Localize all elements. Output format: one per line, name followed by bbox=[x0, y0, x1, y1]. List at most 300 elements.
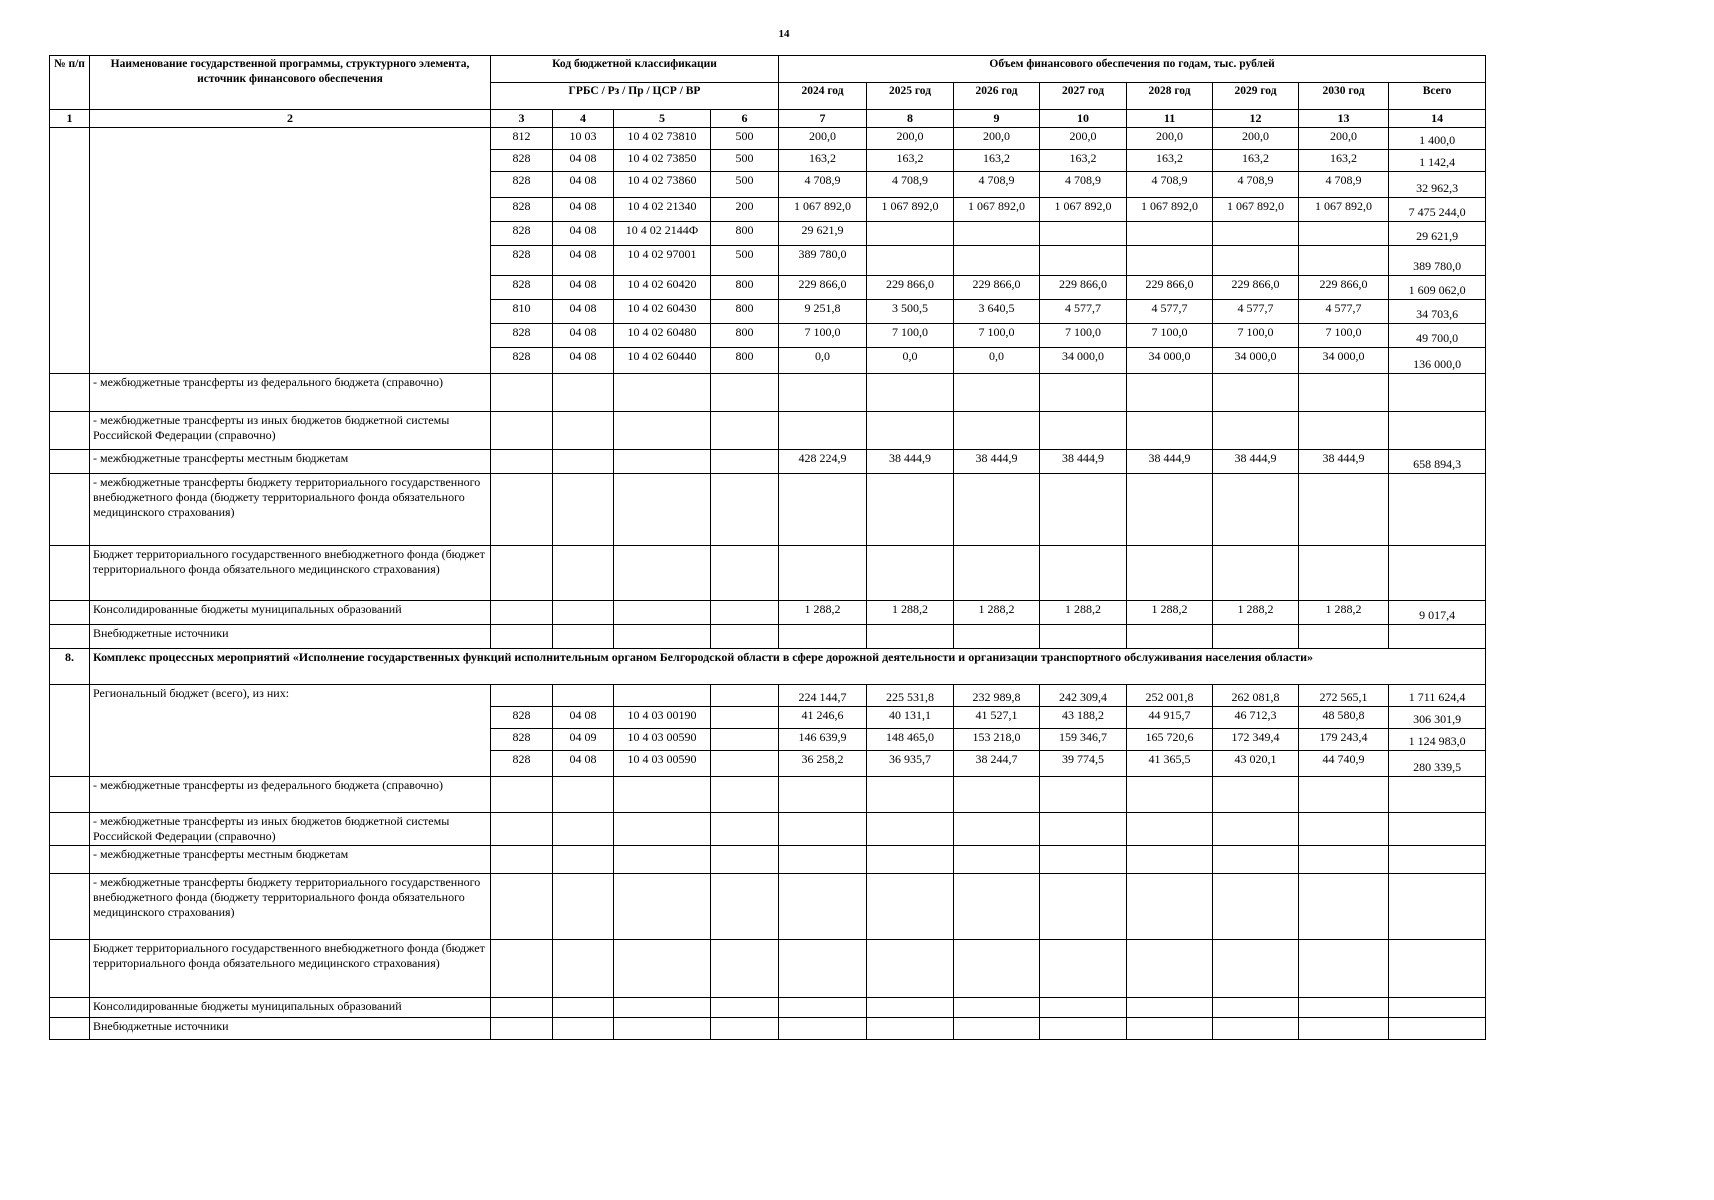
row-number bbox=[50, 846, 90, 874]
total-value bbox=[1389, 846, 1486, 874]
total-value bbox=[1389, 625, 1486, 649]
regional-budget-label: Региональный бюджет (всего), из них: bbox=[90, 685, 491, 777]
year-value: 163,2 bbox=[1299, 150, 1389, 172]
row-number bbox=[50, 412, 90, 450]
column-number: 9 bbox=[954, 110, 1040, 128]
year-value: 7 100,0 bbox=[1040, 324, 1127, 348]
table-row bbox=[50, 998, 1486, 1018]
year-value bbox=[1213, 813, 1299, 846]
year-value: 200,0 bbox=[1299, 128, 1389, 150]
rzpr-code: 04 08 bbox=[553, 324, 614, 348]
total-value: 9 017,4 bbox=[1389, 601, 1486, 625]
year-value: 38 444,9 bbox=[867, 450, 954, 474]
csr-code: 10 4 02 60430 bbox=[614, 300, 711, 324]
row-number bbox=[50, 601, 90, 625]
code-cell bbox=[614, 625, 711, 649]
year-value: 163,2 bbox=[1213, 150, 1299, 172]
year-value: 4 708,9 bbox=[1299, 172, 1389, 198]
year-value bbox=[1299, 412, 1389, 450]
table-row bbox=[50, 685, 1486, 707]
year-value: 389 780,0 bbox=[779, 246, 867, 276]
year-value: 29 621,9 bbox=[779, 222, 867, 246]
year-value bbox=[1299, 474, 1389, 546]
year-value: 34 000,0 bbox=[1040, 348, 1127, 374]
year-value bbox=[1299, 998, 1389, 1018]
code-cell bbox=[614, 450, 711, 474]
code-cell bbox=[553, 1018, 614, 1040]
code-cell bbox=[553, 846, 614, 874]
year-value: 163,2 bbox=[954, 150, 1040, 172]
row-label: Консолидированные бюджеты муниципальных образований bbox=[90, 601, 491, 625]
code-cell bbox=[711, 874, 779, 940]
row-name bbox=[90, 128, 491, 374]
year-value bbox=[867, 846, 954, 874]
column-number: 7 bbox=[779, 110, 867, 128]
section-title: Комплекс процессных мероприятий «Исполнение государственных функций исполнительным органом Белгородской области в сфере дорожной деятельности и организации транспортного обслуживания населения области» bbox=[90, 649, 1486, 685]
total-value: 1 142,4 bbox=[1389, 150, 1486, 172]
table-row bbox=[50, 546, 1486, 601]
year-value: 4 577,7 bbox=[1299, 300, 1389, 324]
year-value bbox=[1040, 474, 1127, 546]
year-value: 7 100,0 bbox=[867, 324, 954, 348]
rzpr-code: 04 08 bbox=[553, 198, 614, 222]
year-value: 1 288,2 bbox=[1127, 601, 1213, 625]
total-value: 389 780,0 bbox=[1389, 246, 1486, 276]
year-value: 163,2 bbox=[1127, 150, 1213, 172]
csr-code: 10 4 02 60440 bbox=[614, 348, 711, 374]
year-value: 36 258,2 bbox=[779, 751, 867, 777]
code-cell bbox=[711, 1018, 779, 1040]
year-value bbox=[779, 1018, 867, 1040]
year-value bbox=[1127, 474, 1213, 546]
year-value: 1 067 892,0 bbox=[1040, 198, 1127, 222]
year-value bbox=[1040, 846, 1127, 874]
code-cell bbox=[614, 813, 711, 846]
year-value bbox=[1213, 940, 1299, 998]
year-value: 4 577,7 bbox=[1127, 300, 1213, 324]
year-value: 1 067 892,0 bbox=[1213, 198, 1299, 222]
year-value: 38 444,9 bbox=[1299, 450, 1389, 474]
table-row bbox=[50, 813, 1486, 846]
row-label: Внебюджетные источники bbox=[90, 625, 491, 649]
code-cell bbox=[491, 1018, 553, 1040]
year-value: 242 309,4 bbox=[1040, 685, 1127, 707]
code-cell bbox=[614, 998, 711, 1018]
code-cell bbox=[711, 940, 779, 998]
code-cell bbox=[553, 777, 614, 813]
year-value: 7 100,0 bbox=[1299, 324, 1389, 348]
year-value: 229 866,0 bbox=[867, 276, 954, 300]
vr-code: 500 bbox=[711, 172, 779, 198]
column-number: 3 bbox=[491, 110, 553, 128]
year-value bbox=[1040, 777, 1127, 813]
csr-code: 10 4 02 73860 bbox=[614, 172, 711, 198]
year-value: 224 144,7 bbox=[779, 685, 867, 707]
year-value: 229 866,0 bbox=[1040, 276, 1127, 300]
year-value bbox=[779, 846, 867, 874]
row-number bbox=[50, 777, 90, 813]
grbs-code: 828 bbox=[491, 751, 553, 777]
row-number bbox=[50, 474, 90, 546]
code-cell bbox=[491, 412, 553, 450]
header-row-1 bbox=[50, 56, 1486, 83]
year-value bbox=[1213, 846, 1299, 874]
year-value bbox=[1299, 940, 1389, 998]
year-value bbox=[867, 222, 954, 246]
year-value: 38 444,9 bbox=[1127, 450, 1213, 474]
code-cell bbox=[491, 813, 553, 846]
vr-code bbox=[711, 707, 779, 729]
rzpr-code: 04 09 bbox=[553, 729, 614, 751]
code-cell bbox=[491, 625, 553, 649]
code-cell bbox=[553, 546, 614, 601]
section-number: 8. bbox=[50, 649, 90, 685]
row-number bbox=[50, 625, 90, 649]
csr-code: 10 4 02 21340 bbox=[614, 198, 711, 222]
total-value: 29 621,9 bbox=[1389, 222, 1486, 246]
vr-code: 200 bbox=[711, 198, 779, 222]
year-value: 0,0 bbox=[954, 348, 1040, 374]
year-value bbox=[1213, 546, 1299, 601]
year-value: 148 465,0 bbox=[867, 729, 954, 751]
year-value: 200,0 bbox=[779, 128, 867, 150]
row-number bbox=[50, 374, 90, 412]
year-value bbox=[954, 474, 1040, 546]
year-value: 44 740,9 bbox=[1299, 751, 1389, 777]
csr-code: 10 4 03 00590 bbox=[614, 729, 711, 751]
row-label: Бюджет территориального государственного внебюджетного фонда (бюджет территориального фонда обязательного медицинского страхования) bbox=[90, 940, 491, 998]
rzpr-code: 04 08 bbox=[553, 751, 614, 777]
row-number bbox=[50, 874, 90, 940]
year-value bbox=[1127, 625, 1213, 649]
table-row bbox=[50, 846, 1486, 874]
year-value bbox=[1127, 846, 1213, 874]
table-row bbox=[50, 601, 1486, 625]
year-value: 7 100,0 bbox=[1213, 324, 1299, 348]
year-value: 172 349,4 bbox=[1213, 729, 1299, 751]
year-value: 200,0 bbox=[1040, 128, 1127, 150]
row-number bbox=[50, 546, 90, 601]
code-cell bbox=[711, 546, 779, 601]
code-cell bbox=[711, 625, 779, 649]
year-value: 0,0 bbox=[867, 348, 954, 374]
row-number bbox=[50, 998, 90, 1018]
year-value: 41 527,1 bbox=[954, 707, 1040, 729]
code-cell bbox=[553, 625, 614, 649]
rzpr-code: 04 08 bbox=[553, 707, 614, 729]
year-value bbox=[779, 874, 867, 940]
grbs-code: 828 bbox=[491, 198, 553, 222]
year-value bbox=[867, 546, 954, 601]
year-value: 163,2 bbox=[867, 150, 954, 172]
year-value: 146 639,9 bbox=[779, 729, 867, 751]
year-value: 229 866,0 bbox=[1299, 276, 1389, 300]
year-value: 1 288,2 bbox=[1213, 601, 1299, 625]
year-value: 229 866,0 bbox=[1127, 276, 1213, 300]
total-value: 1 124 983,0 bbox=[1389, 729, 1486, 751]
total-value bbox=[1389, 474, 1486, 546]
year-value bbox=[1040, 874, 1127, 940]
total-value bbox=[1389, 374, 1486, 412]
year-value bbox=[954, 940, 1040, 998]
year-value bbox=[954, 222, 1040, 246]
header-code-group: Код бюджетной классификации bbox=[491, 56, 779, 83]
total-value: 7 475 244,0 bbox=[1389, 198, 1486, 222]
year-value: 1 067 892,0 bbox=[1299, 198, 1389, 222]
year-value: 7 100,0 bbox=[779, 324, 867, 348]
year-value bbox=[954, 374, 1040, 412]
grbs-code: 812 bbox=[491, 128, 553, 150]
header-total: Всего bbox=[1389, 83, 1486, 110]
year-value: 179 243,4 bbox=[1299, 729, 1389, 751]
year-value bbox=[1299, 546, 1389, 601]
year-value: 262 081,8 bbox=[1213, 685, 1299, 707]
column-number: 4 bbox=[553, 110, 614, 128]
year-value bbox=[1213, 1018, 1299, 1040]
code-cell bbox=[491, 685, 553, 707]
year-value bbox=[1299, 874, 1389, 940]
year-value bbox=[867, 412, 954, 450]
year-value bbox=[1127, 777, 1213, 813]
code-cell bbox=[614, 846, 711, 874]
year-value bbox=[1127, 1018, 1213, 1040]
rzpr-code: 04 08 bbox=[553, 222, 614, 246]
year-value: 44 915,7 bbox=[1127, 707, 1213, 729]
column-number: 12 bbox=[1213, 110, 1299, 128]
year-value: 200,0 bbox=[1213, 128, 1299, 150]
total-value bbox=[1389, 1018, 1486, 1040]
csr-code: 10 4 02 60480 bbox=[614, 324, 711, 348]
grbs-code: 828 bbox=[491, 324, 553, 348]
table-row bbox=[50, 450, 1486, 474]
row-label: Внебюджетные источники bbox=[90, 1018, 491, 1040]
header-year: 2028 год bbox=[1127, 83, 1213, 110]
year-value bbox=[1213, 874, 1299, 940]
rzpr-code: 04 08 bbox=[553, 348, 614, 374]
funding-table bbox=[49, 55, 1486, 1040]
year-value: 34 000,0 bbox=[1213, 348, 1299, 374]
code-cell bbox=[491, 450, 553, 474]
year-value bbox=[1299, 374, 1389, 412]
year-value: 428 224,9 bbox=[779, 450, 867, 474]
year-value: 38 444,9 bbox=[1213, 450, 1299, 474]
code-cell bbox=[553, 940, 614, 998]
table-row bbox=[50, 128, 1486, 150]
total-value bbox=[1389, 998, 1486, 1018]
year-value bbox=[1040, 374, 1127, 412]
year-value bbox=[867, 374, 954, 412]
year-value: 7 100,0 bbox=[1127, 324, 1213, 348]
year-value bbox=[1127, 222, 1213, 246]
total-value: 306 301,9 bbox=[1389, 707, 1486, 729]
grbs-code: 828 bbox=[491, 222, 553, 246]
year-value: 9 251,8 bbox=[779, 300, 867, 324]
year-value: 0,0 bbox=[779, 348, 867, 374]
year-value bbox=[1213, 998, 1299, 1018]
year-value bbox=[1213, 222, 1299, 246]
year-value bbox=[1040, 940, 1127, 998]
header-year: 2027 год bbox=[1040, 83, 1127, 110]
year-value bbox=[1040, 246, 1127, 276]
year-value bbox=[1127, 412, 1213, 450]
year-value: 4 708,9 bbox=[1213, 172, 1299, 198]
table-row bbox=[50, 874, 1486, 940]
header-year: 2029 год bbox=[1213, 83, 1299, 110]
vr-code: 500 bbox=[711, 150, 779, 172]
column-number: 10 bbox=[1040, 110, 1127, 128]
year-value: 43 188,2 bbox=[1040, 707, 1127, 729]
year-value: 232 989,8 bbox=[954, 685, 1040, 707]
section-title-row bbox=[50, 649, 1486, 685]
csr-code: 10 4 02 73850 bbox=[614, 150, 711, 172]
vr-code bbox=[711, 729, 779, 751]
row-number bbox=[50, 450, 90, 474]
year-value bbox=[1127, 998, 1213, 1018]
year-value: 38 244,7 bbox=[954, 751, 1040, 777]
year-value bbox=[779, 474, 867, 546]
vr-code: 800 bbox=[711, 276, 779, 300]
year-value: 4 708,9 bbox=[779, 172, 867, 198]
column-number: 5 bbox=[614, 110, 711, 128]
year-value: 34 000,0 bbox=[1127, 348, 1213, 374]
year-value: 38 444,9 bbox=[954, 450, 1040, 474]
row-number bbox=[50, 128, 90, 374]
year-value: 1 288,2 bbox=[867, 601, 954, 625]
code-cell bbox=[491, 374, 553, 412]
year-value bbox=[867, 874, 954, 940]
year-value bbox=[1213, 246, 1299, 276]
year-value bbox=[779, 940, 867, 998]
year-value bbox=[779, 998, 867, 1018]
year-value: 4 577,7 bbox=[1213, 300, 1299, 324]
code-cell bbox=[491, 998, 553, 1018]
header-col-num: № п/п bbox=[50, 56, 90, 110]
year-value bbox=[1040, 998, 1127, 1018]
year-value bbox=[779, 412, 867, 450]
year-value bbox=[954, 246, 1040, 276]
year-value: 1 288,2 bbox=[779, 601, 867, 625]
year-value bbox=[1040, 1018, 1127, 1040]
table-row bbox=[50, 412, 1486, 450]
csr-code: 10 4 03 00190 bbox=[614, 707, 711, 729]
grbs-code: 828 bbox=[491, 172, 553, 198]
total-value: 1 711 624,4 bbox=[1389, 685, 1486, 707]
csr-code: 10 4 02 97001 bbox=[614, 246, 711, 276]
year-value: 4 577,7 bbox=[1040, 300, 1127, 324]
grbs-code: 828 bbox=[491, 729, 553, 751]
year-value bbox=[1213, 474, 1299, 546]
year-value: 229 866,0 bbox=[1213, 276, 1299, 300]
year-value: 272 565,1 bbox=[1299, 685, 1389, 707]
code-cell bbox=[491, 940, 553, 998]
code-cell bbox=[614, 1018, 711, 1040]
year-value bbox=[954, 412, 1040, 450]
csr-code: 10 4 02 73810 bbox=[614, 128, 711, 150]
year-value: 225 531,8 bbox=[867, 685, 954, 707]
code-cell bbox=[491, 846, 553, 874]
code-cell bbox=[553, 412, 614, 450]
year-value: 1 288,2 bbox=[1040, 601, 1127, 625]
code-cell bbox=[711, 474, 779, 546]
total-value bbox=[1389, 940, 1486, 998]
code-cell bbox=[491, 777, 553, 813]
year-value: 229 866,0 bbox=[779, 276, 867, 300]
rzpr-code: 04 08 bbox=[553, 246, 614, 276]
header-year: 2026 год bbox=[954, 83, 1040, 110]
code-cell bbox=[614, 474, 711, 546]
year-value: 153 218,0 bbox=[954, 729, 1040, 751]
vr-code: 800 bbox=[711, 222, 779, 246]
grbs-code: 810 bbox=[491, 300, 553, 324]
vr-code: 500 bbox=[711, 128, 779, 150]
total-value bbox=[1389, 546, 1486, 601]
year-value: 1 067 892,0 bbox=[867, 198, 954, 222]
total-value: 1 400,0 bbox=[1389, 128, 1486, 150]
vr-code bbox=[711, 751, 779, 777]
header-code-sub: ГРБС / Рз / Пр / ЦСР / ВР bbox=[491, 83, 779, 110]
code-cell bbox=[491, 601, 553, 625]
year-value: 38 444,9 bbox=[1040, 450, 1127, 474]
row-label: Бюджет территориального государственного внебюджетного фонда (бюджет территориального фонда обязательного медицинского страхования) bbox=[90, 546, 491, 601]
code-cell bbox=[614, 940, 711, 998]
year-value: 41 246,6 bbox=[779, 707, 867, 729]
rzpr-code: 04 08 bbox=[553, 300, 614, 324]
year-value: 48 580,8 bbox=[1299, 707, 1389, 729]
row-label: - межбюджетные трансферты из федерального бюджета (справочно) bbox=[90, 777, 491, 813]
column-number: 8 bbox=[867, 110, 954, 128]
year-value bbox=[954, 846, 1040, 874]
year-value: 41 365,5 bbox=[1127, 751, 1213, 777]
code-cell bbox=[711, 813, 779, 846]
year-value bbox=[1127, 813, 1213, 846]
code-cell bbox=[491, 474, 553, 546]
year-value bbox=[1127, 940, 1213, 998]
year-value: 46 712,3 bbox=[1213, 707, 1299, 729]
code-cell bbox=[614, 546, 711, 601]
row-label: - межбюджетные трансферты местным бюджетам bbox=[90, 846, 491, 874]
year-value: 43 020,1 bbox=[1213, 751, 1299, 777]
year-value bbox=[1127, 374, 1213, 412]
row-number bbox=[50, 813, 90, 846]
total-value bbox=[1389, 813, 1486, 846]
year-value bbox=[954, 998, 1040, 1018]
year-value bbox=[1040, 546, 1127, 601]
column-number: 6 bbox=[711, 110, 779, 128]
grbs-code: 828 bbox=[491, 276, 553, 300]
year-value: 36 935,7 bbox=[867, 751, 954, 777]
year-value: 252 001,8 bbox=[1127, 685, 1213, 707]
code-cell bbox=[553, 685, 614, 707]
year-value bbox=[1040, 222, 1127, 246]
year-value bbox=[954, 1018, 1040, 1040]
year-value bbox=[779, 374, 867, 412]
year-value bbox=[867, 474, 954, 546]
csr-code: 10 4 02 2144Ф bbox=[614, 222, 711, 246]
year-value: 159 346,7 bbox=[1040, 729, 1127, 751]
year-value: 7 100,0 bbox=[954, 324, 1040, 348]
code-cell bbox=[491, 874, 553, 940]
year-value: 4 708,9 bbox=[1040, 172, 1127, 198]
year-value: 229 866,0 bbox=[954, 276, 1040, 300]
year-value: 1 067 892,0 bbox=[779, 198, 867, 222]
table-row bbox=[50, 374, 1486, 412]
year-value: 4 708,9 bbox=[1127, 172, 1213, 198]
code-cell bbox=[491, 546, 553, 601]
code-cell bbox=[614, 874, 711, 940]
total-value bbox=[1389, 874, 1486, 940]
code-cell bbox=[711, 412, 779, 450]
column-number: 14 bbox=[1389, 110, 1486, 128]
